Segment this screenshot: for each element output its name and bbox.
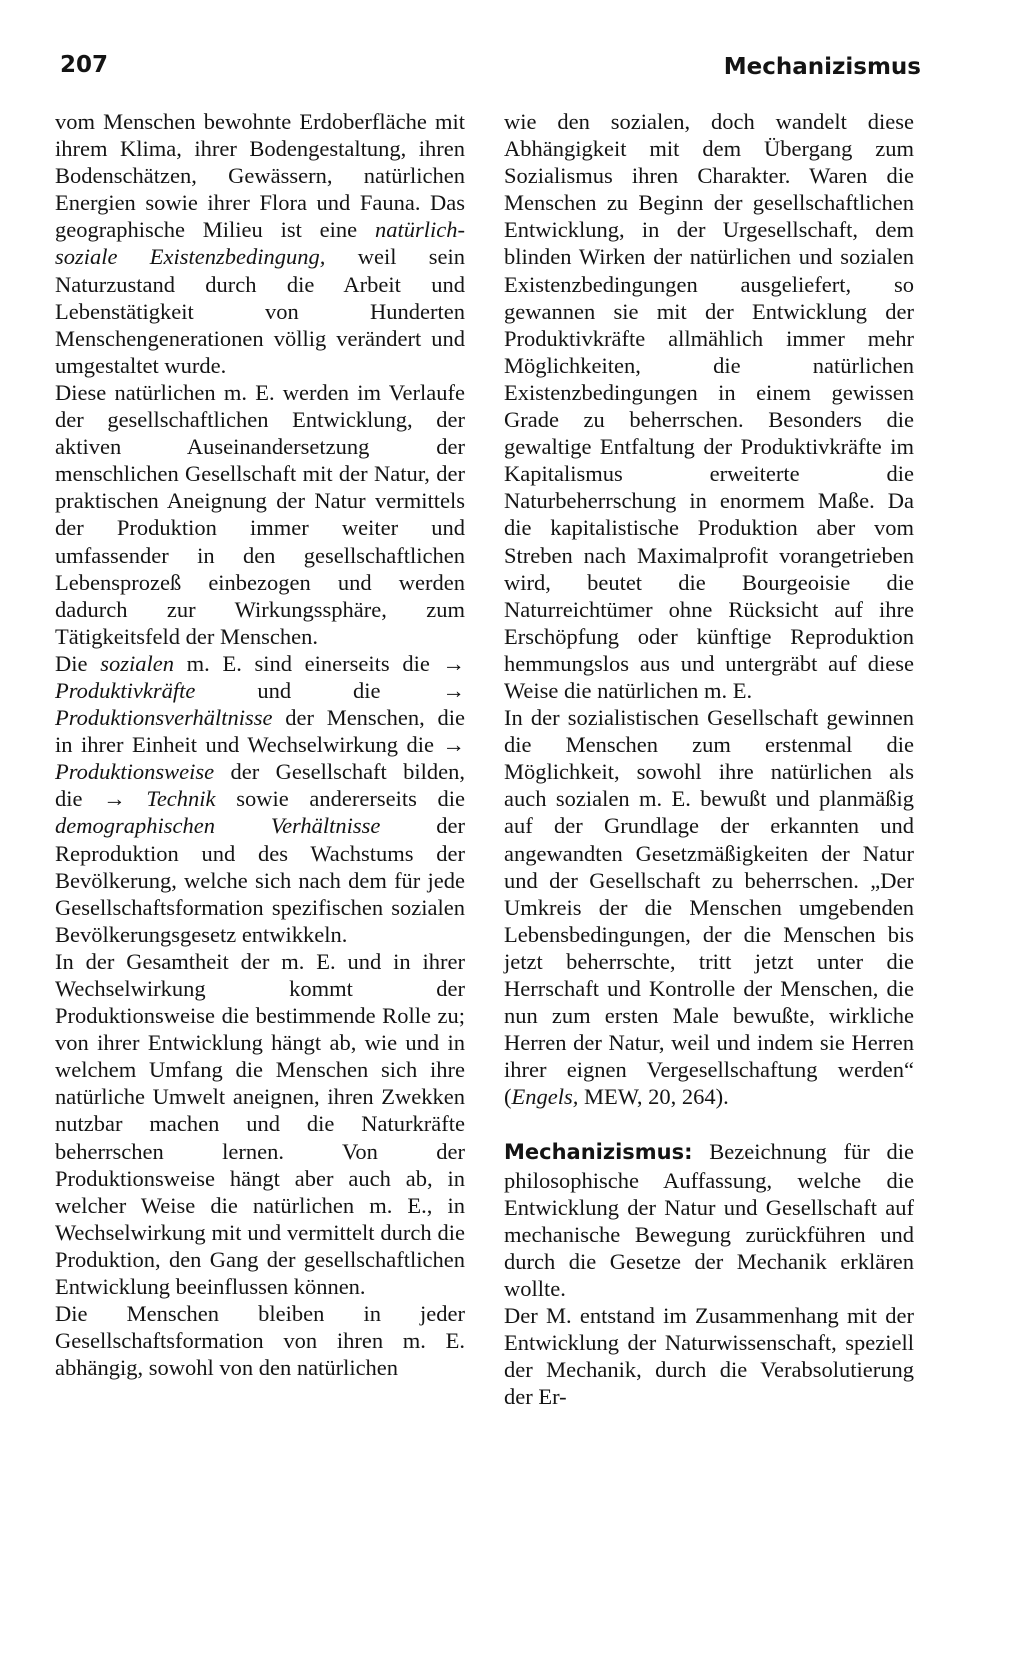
text: der Gesellschaft bilden, die	[55, 759, 466, 812]
crossref-link[interactable]: Produktionsweise	[55, 759, 215, 785]
emphasis: Engels,	[511, 1084, 579, 1110]
paragraph: In der Gesamtheit der m. E. und in ihrer Wechselwirkung kommt der Produktionsweise die bestimmende Rolle zu; von ihrer Entwicklung hängt ab, wie und in welchem Umfang die Menschen sich ihre natürliche Umwelt aneignen, ihren Zwekken nutzbar machen und die Naturkräfte beherrschen lernen. Von der Produktionsweise hängt aber auch ab, in welcher Weise die natürlichen m. E., in Wechselwirkung mit und vermittelt durch die Produktion, den Gang der gesellschaftlichen Entwicklung beeinflussen können.	[55, 948, 465, 1300]
page-number: 207	[60, 52, 109, 78]
text: der Menschen, die in ihrer Einheit und Wechselwirkung die	[55, 705, 465, 758]
text: vom Menschen bewohnte Erdoberfläche mit ihrem Klima, ihrer Bodengestaltung, ihren Bodenschätzen, Gewässern, natürlichen Energien sowie ihrer Flora und Fauna. Das geographische Milieu ist eine	[55, 109, 465, 243]
emphasis: demographischen Verhältnisse	[55, 813, 381, 839]
paragraph	[504, 704, 914, 1110]
paragraph	[55, 108, 465, 379]
emphasis: sozialen	[100, 650, 174, 676]
right-column	[504, 108, 914, 1410]
crossref-link[interactable]: Produktivkräfte	[55, 677, 196, 703]
text: weil sein Naturzustand durch die Arbeit und Lebenstätigkeit von Hunderten Menschengenerationen völlig verändert und umgestaltet wurde.	[55, 244, 466, 378]
crossref-link[interactable]: Technik	[146, 786, 216, 812]
text: sowie andererseits die	[236, 786, 466, 812]
emphasis: natürlich-soziale Existenzbedingung,	[55, 217, 465, 270]
arrow-icon: →	[103, 786, 126, 812]
paragraph: Diese natürlichen m. E. werden im Verlaufe der gesellschaftlichen Entwicklung, der aktiven Auseinandersetzung der menschlichen Gesellschaft mit der Natur, der praktischen Aneignung der Natur vermittels der Produktion immer weiter und umfassender in den gesellschaftlichen Lebensprozeß einbezogen und werden dadurch zur Wirkungssphäre, zum Tätigkeitsfeld der Menschen.	[55, 379, 465, 649]
paragraph: Der M. entstand im Zusammenhang mit der Entwicklung der Naturwissenschaft, speziell der Mechanik, durch die Verabsolutierung der Er-	[504, 1303, 914, 1410]
paragraph: Die Menschen bleiben in jeder Gesellschaftsformation von ihren m. E. abhängig, sowohl von den natürlichen	[55, 1301, 465, 1381]
crossref-link[interactable]: Produktionsverhältnisse	[55, 705, 273, 731]
text: In der sozialistischen Gesellschaft gewinnen die Menschen zum erstenmal die Möglichkeit, sowohl ihre natürlichen als auch sozialen m. E. bewußt und planmäßig auf der Grundlage der erkannten und angewandten Gesetzmäßigkeiten der Natur und der Gesellschaft zu beherrschen. „Der Umkreis der die Menschen umgebenden Lebensbedingungen, der die Menschen bis jetzt beherrschte, tritt jetzt unter die Herrschaft und Kontrolle der Menschen, die nun zum ersten Male bewußte, wirkliche Herren der Natur, weil und indem sie Herren ihrer eignen Vergesellschaftung werden“ (	[504, 705, 914, 1110]
running-head: Mechanizismus	[723, 54, 921, 80]
arrow-icon: →	[442, 677, 466, 703]
text: der Reproduktion und des Wachstums der Bevölkerung, welche sich nach dem für jede Gesellschaftsformation spezifischen sozialen Bevölkerungsgesetz entwikkeln.	[55, 813, 466, 947]
paragraph	[55, 650, 465, 948]
entry-headword: Mechanizismus:	[504, 1140, 693, 1165]
arrow-icon: →	[442, 732, 466, 758]
arrow-icon: →	[442, 650, 466, 676]
text: Die	[55, 650, 88, 676]
paragraph: wie den sozialen, doch wandelt diese Abhängigkeit mit dem Übergang zum Sozialismus ihren Charakter. Waren die Menschen zu Beginn der gesellschaftlichen Entwicklung, in der Urgesellschaft, dem blinden Wirken der natürlichen und sozialen Existenzbedingungen ausgeliefert, so gewannen sie mit der Entwicklung der Produktivkräfte allmählich immer mehr Möglichkeiten, die natürlichen Existenzbedingungen in einem gewissen Grade zu beherrschen. Besonders die gewaltige Entfaltung der Produktivkräfte im Kapitalismus erweiterte die Naturbeherrschung in enormem Maße. Da die kapitalistische Produktion aber vom Streben nach Maximalprofit vorangetrieben wird, beutet die Bourgeoisie die Naturreichtümer ohne Rücksicht auf ihre Erschöpfung oder künftige Reproduktion hemmungslos aus und untergräbt auf diese Weise die natürlichen m. E.	[504, 109, 914, 703]
text: und die	[257, 677, 381, 703]
text: MEW, 20, 264).	[584, 1084, 729, 1110]
left-column	[55, 108, 465, 1381]
entry-definition: Bezeichnung für die philosophische Auffassung, welche die Entwicklung der Natur und Gesellschaft auf mechanische Bewegung zurückführen und durch die Gesetze der Mechanik erklären wollte.	[504, 1139, 914, 1301]
dictionary-entry	[504, 1138, 914, 1302]
text: m. E. sind einerseits die	[186, 650, 430, 676]
